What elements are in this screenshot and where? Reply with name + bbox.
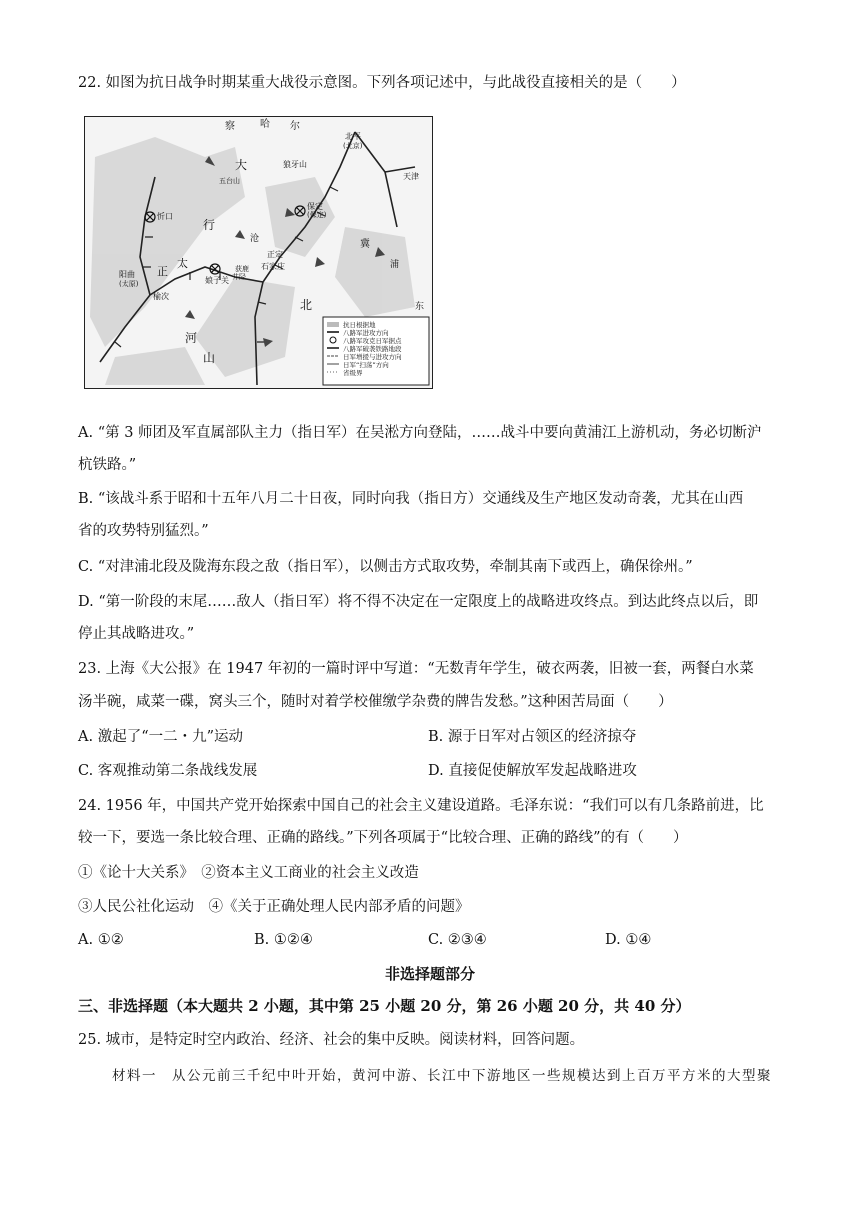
q22-option-d-1: D. “第一阶段的末尾……敌人（指日军）将不得不决定在一定限度上的战略进攻终点。到达此终点以后，即 <box>78 594 759 610</box>
q23-option-a: A. 激起了“一二・九”运动 <box>78 729 244 745</box>
q22-option-a-2: 杭铁路。” <box>78 457 137 473</box>
map-legend <box>323 317 429 385</box>
map-label-tai: 太 <box>177 257 188 270</box>
map-label-yuci: 榆次 <box>153 292 169 301</box>
map-label-dong: 东 <box>415 302 425 312</box>
part-title: 非选择题部分 <box>384 965 475 983</box>
map-label-niangziguan: 娘子关 <box>205 276 229 285</box>
legend-8ra-attack: 八路军进攻方向 <box>343 329 389 337</box>
legend-8ra-capture: 八路军攻克日军据点 <box>343 337 402 345</box>
q24-stem-1: 24. 1956 年，中国共产党开始探索中国自己的社会主义建设道路。毛泽东说：“我们可以有几条路前进，比 <box>78 798 764 814</box>
q24-option-d: D. ①④ <box>605 932 652 948</box>
q23-option-b: B. 源于日军对占领区的经济掠夺 <box>428 729 637 745</box>
q24-items-3-4: ③人民公社化运动 ④《关于正确处理人民内部矛盾的问题》 <box>78 899 470 915</box>
q25-stem: 25. 城市，是特定时空内政治、经济、社会的集中反映。阅读材料，回答问题。 <box>78 1032 585 1048</box>
map-label-huolu: 获鹿 <box>235 265 249 273</box>
map-label-tianjin: 天津 <box>403 172 419 181</box>
map-label-beijing: (北京) <box>343 142 363 150</box>
q22-option-b-1: B. “该战斗系于昭和十五年八月二十日夜，同时向我（指日方）交通线及生产地区发动奇袭，尤其在山西 <box>78 491 744 507</box>
map-label-taiyuan: (太原) <box>119 280 139 288</box>
map-label-ji: 冀 <box>360 239 370 250</box>
q22-option-b-2: 省的攻势特别猛烈。” <box>78 523 209 539</box>
q24-option-c: C. ②③④ <box>428 932 487 948</box>
legend-province-border: 省级界 <box>343 369 363 377</box>
q22-option-c: C. “对津浦北段及陇海东段之敌（指日军），以侧击方式取攻势，牵制其南下或西上，确保徐州。” <box>78 559 693 575</box>
map-label-shijiazhuang: 石家庄 <box>261 262 285 271</box>
map-label-baoding-paren: (保定) <box>307 211 327 219</box>
q23-option-d: D. 直接促使解放军发起战略进攻 <box>428 763 637 779</box>
q24-option-a: A. ①② <box>78 932 124 948</box>
map-label-bei: 北 <box>300 298 313 312</box>
q22-option-d-2: 停止其战略进攻。” <box>78 626 195 642</box>
map-label-beiping: 北平 <box>345 132 361 141</box>
map-label-pu: 浦 <box>390 260 400 270</box>
map-label-xing: 行 <box>203 218 216 232</box>
q25-material-1: 材料一 从公元前三千纪中叶开始，黄河中游、长江中下游地区一些规模达到上百万平方米的大型聚 <box>112 1068 772 1084</box>
section-heading: 三、非选择题（本大题共 2 小题，其中第 25 小题 20 分，第 26 小题 20 分，共 40 分） <box>78 997 691 1015</box>
q22-stem: 22. 如图为抗日战争时期某重大战役示意图。下列各项记述中，与此战役直接相关的是（ ） <box>78 75 686 91</box>
map-label-zheng: 正 <box>157 265 168 278</box>
q23-option-c: C. 客观推动第二条战线发展 <box>78 763 258 779</box>
q24-stem-2: 较一下，要选一条比较合理、正确的路线。”下列各项属于“比较合理、正确的路线”的有（ ） <box>78 830 688 846</box>
legend-8ra-rail-raid: 八路军破袭铁路地段 <box>343 345 402 353</box>
map-label-jingxing: 井陉 <box>232 273 246 281</box>
map-label-wutaishan: 五台山 <box>219 177 240 185</box>
q23-stem-2: 汤半碗，咸菜一碟，窝头三个，随时对着学校催缴学杂费的牌告发愁。”这种困苦局面（ ） <box>78 694 673 710</box>
map-label-cang: 沧 <box>250 234 260 244</box>
map-label-cha: 察 <box>225 121 235 132</box>
legend-base-area: 抗日根据地 <box>343 321 376 329</box>
map-label-langyashan: 狼牙山 <box>283 160 307 169</box>
q24-option-b: B. ①②④ <box>254 932 313 948</box>
q23-stem-1: 23. 上海《大公报》在 1947 年初的一篇时评中写道：“无数青年学生，破衣两袭，旧被一套，两餐白水菜 <box>78 661 754 677</box>
map-label-baoding: 保定 <box>307 202 323 211</box>
map-label-he: 河 <box>185 331 198 345</box>
map-label-er: 尔 <box>290 121 300 132</box>
legend-japan-reinforce: 日军增援与进攻方向 <box>343 353 402 361</box>
map-label-xinkou: 忻口 <box>157 212 173 221</box>
q24-items-1-2: ①《论十大关系》 ②资本主义工商业的社会主义改造 <box>78 865 419 881</box>
map-label-yangqu: 阳曲 <box>119 270 135 279</box>
map-label-shan: 山 <box>203 351 216 365</box>
map-label-zhengding: 正定 <box>267 250 283 259</box>
map-label-ha: 哈 <box>260 119 270 130</box>
battle-map <box>84 116 433 389</box>
q22-option-a-1: A. “第 3 师团及军直属部队主力（指日军）在吴淞方向登陆，……战斗中要向黄浦江上游机动，务必切断沪 <box>78 425 762 441</box>
legend-japan-sweep: 日军“扫荡”方向 <box>343 361 389 369</box>
map-label-da: 大 <box>235 158 248 172</box>
